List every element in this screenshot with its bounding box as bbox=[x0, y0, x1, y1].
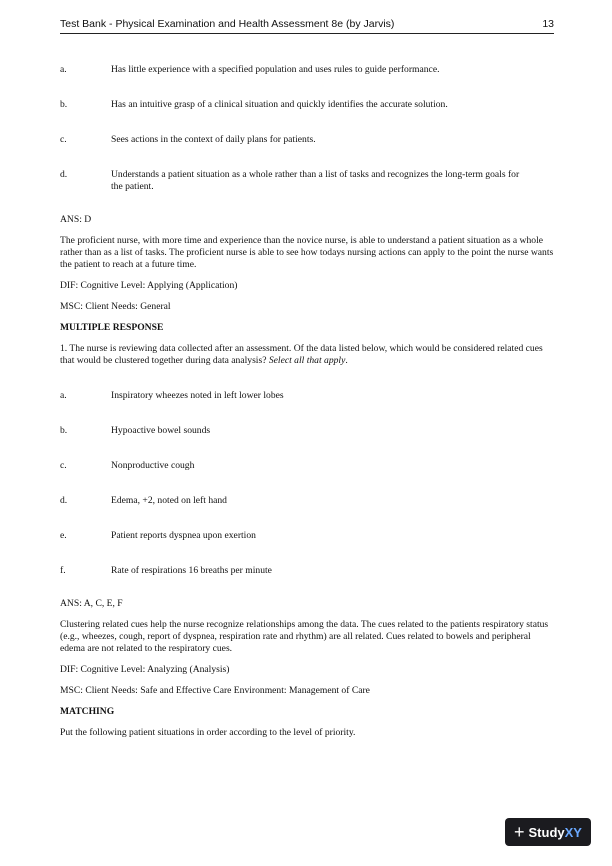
option-item bbox=[60, 495, 554, 507]
option-text: Sees actions in the context of daily plans for patients. bbox=[111, 134, 316, 145]
studyxy-badge[interactable] bbox=[505, 818, 591, 846]
answer: ANS: A, C, E, F bbox=[60, 598, 123, 609]
option-text: Inspiratory wheezes noted in left lower lobes bbox=[111, 390, 284, 401]
option-item bbox=[60, 99, 554, 111]
question-stem: 1. The nurse is reviewing data collected after an assessment. Of the data listed below, which would be considered related cues that would be clustered together during data analysis? bbox=[60, 343, 543, 366]
option-item bbox=[60, 425, 554, 437]
option-text: Has little experience with a specified population and uses rules to guide performance. bbox=[111, 64, 440, 75]
option-text: Patient reports dyspnea upon exertion bbox=[111, 530, 256, 541]
rationale: The proficient nurse, with more time and experience than the novice nurse, is able to understand a patient situation as a whole rather than as a list of tasks. The proficient nurse is able to see how todays nursing actions can apply to the point the nurse wants the patient to reach at a future time. bbox=[60, 235, 554, 270]
client-needs: MSC: Client Needs: General bbox=[60, 301, 171, 312]
option-letter: d. bbox=[60, 495, 68, 506]
badge-study: Study bbox=[528, 824, 565, 840]
answer: ANS: D bbox=[60, 214, 92, 225]
difficulty: DIF: Cognitive Level: Applying (Application) bbox=[60, 280, 238, 291]
section-heading: MATCHING bbox=[60, 706, 115, 717]
option-item bbox=[60, 169, 554, 193]
page-header bbox=[60, 18, 554, 34]
option-text: Understands a patient situation as a whole rather than a list of tasks and recognizes the long-term goals for the patient. bbox=[111, 169, 520, 192]
option-letter: c. bbox=[60, 134, 67, 145]
question-instruction: Select all that apply bbox=[268, 355, 346, 366]
option-text: Nonproductive cough bbox=[111, 460, 195, 471]
option-letter: b. bbox=[60, 425, 68, 436]
option-letter: a. bbox=[60, 64, 67, 75]
option-item bbox=[60, 530, 554, 542]
option-letter: c. bbox=[60, 460, 67, 471]
option-item bbox=[60, 565, 554, 577]
option-item bbox=[60, 134, 554, 146]
client-needs: MSC: Client Needs: Safe and Effective Care Environment: Management of Care bbox=[60, 685, 370, 696]
option-letter: e. bbox=[60, 530, 67, 541]
option-text: Rate of respirations 16 breaths per minute bbox=[111, 565, 272, 576]
page-number: 13 bbox=[542, 18, 554, 30]
response-options bbox=[60, 390, 554, 577]
plus-icon: + bbox=[514, 822, 525, 842]
question-end: . bbox=[345, 355, 348, 366]
question-options bbox=[60, 64, 554, 193]
option-letter: b. bbox=[60, 99, 68, 110]
option-text: Has an intuitive grasp of a clinical situation and quickly identifies the accurate solution. bbox=[111, 99, 448, 110]
option-item bbox=[60, 64, 554, 76]
option-text: Edema, +2, noted on left hand bbox=[111, 495, 227, 506]
option-item bbox=[60, 390, 554, 402]
rationale: Clustering related cues help the nurse recognize relationships among the data. The cues related to the patients respiratory status (e.g., wheezes, cough, report of dyspnea, respiration rate and rhythm) are all related. Cues related to bowels and peripheral edema are not related to the respiratory cues. bbox=[60, 619, 549, 654]
difficulty: DIF: Cognitive Level: Analyzing (Analysis) bbox=[60, 664, 230, 675]
matching-instruction: Put the following patient situations in order according to the level of priority. bbox=[60, 727, 356, 738]
option-text: Hypoactive bowel sounds bbox=[111, 425, 211, 436]
option-letter: f. bbox=[60, 565, 66, 576]
option-item bbox=[60, 460, 554, 472]
option-letter: a. bbox=[60, 390, 67, 401]
question-text bbox=[60, 343, 554, 367]
badge-xy: XY bbox=[564, 824, 582, 840]
page-content bbox=[60, 60, 554, 739]
section-heading: MULTIPLE RESPONSE bbox=[60, 322, 164, 333]
option-letter: d. bbox=[60, 169, 68, 180]
header-title: Test Bank - Physical Examination and Health Assessment 8e (by Jarvis) bbox=[60, 18, 395, 30]
